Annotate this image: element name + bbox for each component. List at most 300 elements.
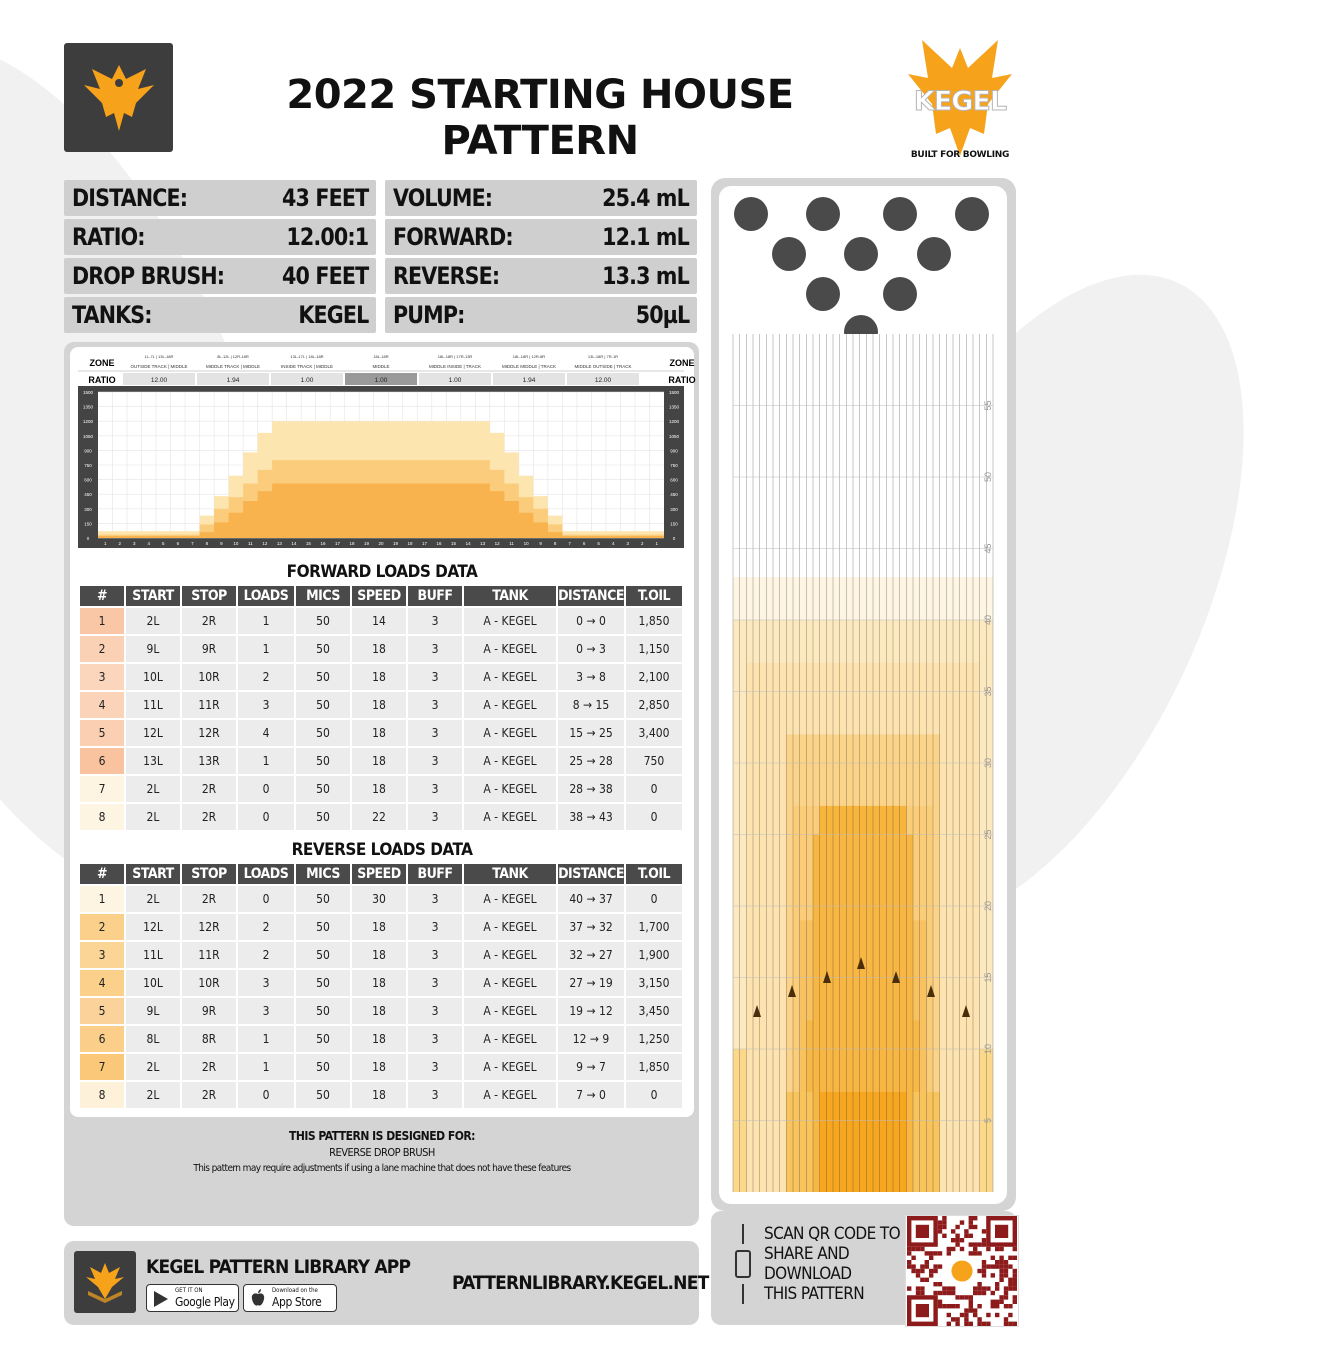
qr-module — [991, 1304, 995, 1308]
qr-module — [920, 1278, 924, 1282]
app-store-small: Download on the — [272, 1287, 318, 1294]
table-cell: A - KEGEL — [464, 1082, 556, 1108]
forward-loads-table — [78, 584, 684, 832]
table-cell: 50 — [296, 914, 350, 940]
qr-center-logo — [951, 1260, 972, 1281]
column-header: DISTANCE — [558, 866, 624, 882]
table-cell: 2L — [126, 1054, 180, 1080]
table-cell: 1 — [238, 748, 294, 774]
row-number: 3 — [80, 942, 124, 968]
qr-module — [929, 1256, 933, 1260]
qr-module — [977, 1304, 981, 1308]
table-cell: 3 — [408, 636, 462, 662]
distance-label: 40 — [983, 614, 993, 626]
table-row — [80, 1054, 682, 1080]
table-cell: 3,450 — [626, 998, 682, 1024]
qr-module — [929, 1269, 933, 1273]
distance-label: 55 — [983, 400, 993, 411]
qr-module — [933, 1269, 937, 1273]
table-cell: 1 — [238, 1054, 294, 1080]
table-cell: 18 — [352, 914, 406, 940]
row-number: 2 — [80, 636, 124, 662]
table-cell: 0 — [238, 804, 294, 830]
table-cell: 12L — [126, 720, 180, 746]
qr-module — [920, 1291, 924, 1295]
x-tick-label: 19 — [363, 541, 369, 546]
table-row — [80, 636, 682, 662]
table-cell: 0 — [626, 1082, 682, 1108]
qr-module — [991, 1256, 995, 1260]
table-cell: 50 — [296, 998, 350, 1024]
qr-finder — [995, 1225, 1008, 1238]
reverse-header-row — [80, 864, 682, 884]
qr-module — [969, 1322, 973, 1326]
table-cell: 37 → 32 — [558, 914, 624, 940]
x-tick-label: 18 — [349, 541, 355, 546]
table-row — [80, 608, 682, 634]
table-cell: 28 → 38 — [558, 776, 624, 802]
table-cell: 14 — [352, 608, 406, 634]
table-cell: 3 — [408, 1026, 462, 1052]
table-cell: A - KEGEL — [464, 664, 556, 690]
row-number: 1 — [80, 886, 124, 912]
table-cell: 11L — [126, 692, 180, 718]
qr-module — [933, 1251, 937, 1255]
row-number: 5 — [80, 720, 124, 746]
apple-icon — [251, 1289, 265, 1307]
table-cell: 50 — [296, 748, 350, 774]
oil-graph — [78, 352, 696, 548]
zone-name: 8L-12L | 12R-18R — [217, 354, 249, 359]
x-tick-label: 9 — [220, 541, 223, 546]
qr-module — [982, 1269, 986, 1273]
table-cell: 0 — [238, 886, 294, 912]
qr-module — [951, 1286, 955, 1290]
y-tick-label: 0 — [86, 536, 90, 541]
table-cell: 19 → 12 — [558, 998, 624, 1024]
table-cell: 8L — [126, 1026, 180, 1052]
qr-module — [969, 1234, 973, 1238]
qr-module — [929, 1251, 933, 1255]
table-cell: 0 — [238, 776, 294, 802]
column-header: SPEED — [352, 586, 406, 606]
qr-module — [920, 1269, 924, 1273]
table-cell: 50 — [296, 970, 350, 996]
qr-module — [999, 1264, 1003, 1268]
y-tick-label: 150 — [84, 521, 92, 527]
qr-module — [942, 1216, 946, 1220]
qr-module — [1013, 1322, 1017, 1326]
table-cell: 9R — [182, 998, 236, 1024]
table-cell: 18 — [352, 1026, 406, 1052]
table-cell: 1 — [238, 636, 294, 662]
table-cell: 50 — [296, 1026, 350, 1052]
qr-module — [938, 1220, 942, 1224]
qr-code-graphic — [906, 1216, 1018, 1326]
qr-module — [999, 1247, 1003, 1251]
table-cell: A - KEGEL — [464, 720, 556, 746]
qr-module — [991, 1264, 995, 1268]
qr-module — [911, 1269, 915, 1273]
table-cell: A - KEGEL — [464, 914, 556, 940]
table-row — [80, 942, 682, 968]
qr-module — [973, 1242, 977, 1246]
qr-module — [1004, 1273, 1008, 1277]
column-header: TANK — [464, 864, 556, 884]
table-cell: 50 — [296, 942, 350, 968]
qr-line: DOWNLOAD — [764, 1264, 852, 1284]
play-icon — [153, 1290, 169, 1308]
qr-module — [982, 1238, 986, 1242]
table-cell: 3 — [408, 942, 462, 968]
table-cell: A - KEGEL — [464, 998, 556, 1024]
x-tick-label: 16 — [320, 541, 326, 546]
google-play-small: GET IT ON — [175, 1287, 203, 1294]
app-logo-tile — [64, 43, 173, 152]
table-cell: 2 — [238, 664, 294, 690]
qr-module — [1013, 1286, 1017, 1290]
table-cell: 0 → 0 — [558, 608, 624, 634]
qr-module — [969, 1216, 973, 1220]
qr-code[interactable] — [905, 1215, 1019, 1327]
column-header: TANK — [464, 586, 556, 606]
table-cell: 3 — [408, 804, 462, 830]
row-number: 4 — [80, 692, 124, 718]
table-cell: 9 → 7 — [558, 1054, 624, 1080]
table-cell: 18 — [352, 776, 406, 802]
table-cell: 3 — [408, 664, 462, 690]
zone-label: ZONE — [669, 358, 695, 368]
table-cell: 50 — [296, 720, 350, 746]
table-cell: 0 — [626, 776, 682, 802]
qr-module — [999, 1278, 1003, 1282]
qr-module — [1013, 1256, 1017, 1260]
y-tick-label: 750 — [84, 463, 92, 468]
qr-module — [977, 1242, 981, 1246]
table-cell: A - KEGEL — [464, 804, 556, 830]
row-number: 6 — [80, 1026, 124, 1052]
table-cell: 11L — [126, 942, 180, 968]
table-cell: 1,700 — [626, 914, 682, 940]
pin-icon — [806, 197, 840, 231]
x-tick-label: 19 — [393, 541, 399, 546]
stacked-phoenix-icon — [82, 1259, 128, 1305]
zone-desc: INSIDE TRACK | MIDDLE — [280, 364, 334, 369]
qr-module — [964, 1234, 968, 1238]
qr-module — [951, 1247, 955, 1251]
distance-label: 5 — [983, 1117, 993, 1124]
qr-instructions — [764, 1224, 900, 1304]
qr-module — [938, 1264, 942, 1268]
qr-module — [969, 1251, 973, 1255]
y-tick-label: 450 — [670, 492, 678, 498]
table-cell: 13R — [182, 748, 236, 774]
table-cell: 3,150 — [626, 970, 682, 996]
table-cell: 13L — [126, 748, 180, 774]
row-number: 4 — [80, 970, 124, 996]
qr-module — [960, 1295, 964, 1299]
table-row — [80, 776, 682, 802]
pattern-library-url[interactable]: PATTERNLIBRARY.KEGEL.NET — [452, 1272, 709, 1294]
qr-finder — [916, 1304, 929, 1317]
table-cell: 2,850 — [626, 692, 682, 718]
qr-module — [969, 1304, 973, 1308]
qr-module — [951, 1238, 955, 1242]
qr-module — [951, 1291, 955, 1295]
zone-desc: MIDDLE MIDDLE | TRACK — [501, 364, 557, 369]
qr-finder — [916, 1225, 929, 1238]
table-cell: 8R — [182, 1026, 236, 1052]
kegel-tagline: BUILT FOR BOWLING — [910, 150, 1010, 160]
stat-forward: FORWARD: 12.1 mL — [385, 219, 697, 255]
qr-module — [999, 1273, 1003, 1277]
table-row — [80, 720, 682, 746]
qr-module — [982, 1264, 986, 1268]
table-cell: 10R — [182, 970, 236, 996]
table-cell: 3 — [408, 720, 462, 746]
row-number: 8 — [80, 804, 124, 830]
table-cell: 3 — [238, 998, 294, 1024]
column-header: # — [80, 586, 124, 606]
row-number: 3 — [80, 664, 124, 690]
x-tick-label: 10 — [233, 541, 239, 546]
qr-module — [999, 1295, 1003, 1299]
table-row — [80, 748, 682, 774]
column-header: # — [80, 864, 124, 884]
table-cell: 38 → 43 — [558, 804, 624, 830]
column-header: T.OIL — [626, 586, 682, 606]
zone-desc: MIDDLE — [372, 364, 390, 369]
y-tick-label: 900 — [670, 448, 678, 454]
app-title: KEGEL PATTERN LIBRARY APP — [146, 1256, 411, 1278]
table-cell: 8 → 15 — [558, 692, 624, 718]
qr-module — [947, 1291, 951, 1295]
qr-module — [991, 1273, 995, 1277]
app-store-badge[interactable] — [243, 1284, 337, 1312]
qr-module — [907, 1264, 911, 1268]
table-cell: A - KEGEL — [464, 886, 556, 912]
qr-module — [960, 1313, 964, 1317]
qr-module — [938, 1282, 942, 1286]
qr-module — [933, 1291, 937, 1295]
qr-module — [925, 1251, 929, 1255]
row-number: 2 — [80, 914, 124, 940]
phone-scan-icon — [733, 1224, 753, 1304]
google-play-badge[interactable] — [146, 1284, 239, 1312]
qr-module — [955, 1304, 959, 1308]
distance-label: 20 — [983, 900, 993, 912]
table-row — [80, 998, 682, 1024]
x-tick-label: 17 — [422, 541, 428, 546]
qr-module — [938, 1304, 942, 1308]
qr-module — [925, 1260, 929, 1264]
zone-desc: MIDDLE OUTSIDE | TRACK — [574, 364, 632, 369]
qr-module — [907, 1251, 911, 1255]
table-row — [80, 692, 682, 718]
table-cell: 10L — [126, 970, 180, 996]
app-icon-tile[interactable] — [74, 1251, 136, 1313]
qr-module — [925, 1264, 929, 1268]
stat-volume: VOLUME: 25.4 mL — [385, 180, 697, 216]
x-tick-label: 11 — [509, 541, 514, 546]
x-tick-label: 14 — [465, 541, 471, 546]
qr-module — [982, 1286, 986, 1290]
qr-module — [995, 1313, 999, 1317]
zone-name: 1L-7L | 13L-18R — [144, 354, 174, 359]
designed-for-feature: REVERSE DROP BRUSH — [329, 1146, 435, 1159]
pin-icon — [806, 277, 840, 311]
x-tick-label: 4 — [147, 541, 151, 546]
pin-icon — [917, 237, 951, 271]
qr-module — [1008, 1313, 1012, 1317]
row-number: 8 — [80, 1082, 124, 1108]
column-header: STOP — [182, 864, 236, 884]
qr-module — [942, 1291, 946, 1295]
qr-module — [938, 1300, 942, 1304]
qr-module — [1004, 1322, 1008, 1326]
table-cell: 2L — [126, 608, 180, 634]
qr-module — [1013, 1300, 1017, 1304]
table-cell: A - KEGEL — [464, 970, 556, 996]
qr-module — [938, 1251, 942, 1255]
table-cell: 0 → 3 — [558, 636, 624, 662]
column-header: MICS — [296, 864, 350, 884]
table-cell: A - KEGEL — [464, 1026, 556, 1052]
qr-module — [1008, 1256, 1012, 1260]
zone-name: 18L-18R | 17R-13R — [437, 354, 473, 359]
table-cell: 27 → 19 — [558, 970, 624, 996]
qr-module — [1008, 1278, 1012, 1282]
table-cell: 50 — [296, 886, 350, 912]
x-tick-label: 18 — [407, 541, 413, 546]
qr-module — [977, 1269, 981, 1273]
qr-module — [938, 1229, 942, 1233]
qr-module — [942, 1286, 946, 1290]
zone-desc: MIDDLE INSIDE | TRACK — [428, 364, 482, 369]
ratio-label: RATIO — [88, 375, 116, 385]
table-cell: 3 — [408, 914, 462, 940]
table-cell: 2,100 — [626, 664, 682, 690]
table-cell: 1 — [238, 608, 294, 634]
qr-module — [916, 1286, 920, 1290]
y-tick-label: 1200 — [668, 419, 680, 425]
qr-module — [991, 1291, 995, 1295]
qr-module — [995, 1247, 999, 1251]
qr-module — [911, 1256, 915, 1260]
pin-icon — [734, 197, 768, 231]
table-cell: 1,850 — [626, 608, 682, 634]
zone-ratio: 12.00 — [150, 377, 168, 384]
qr-module — [969, 1295, 973, 1299]
table-cell: 12R — [182, 720, 236, 746]
x-tick-label: 1 — [655, 541, 659, 546]
y-tick-label: 1350 — [668, 404, 680, 410]
qr-module — [973, 1247, 977, 1251]
kegel-wordmark: KEGEL — [913, 86, 1007, 117]
qr-module — [960, 1238, 964, 1242]
table-cell: 1 — [238, 1026, 294, 1052]
table-row — [80, 1026, 682, 1052]
table-cell: 0 — [626, 886, 682, 912]
table-cell: 18 — [352, 692, 406, 718]
qr-module — [1004, 1304, 1008, 1308]
table-row — [80, 804, 682, 830]
ratio-label: RATIO — [668, 375, 696, 385]
qr-module — [951, 1304, 955, 1308]
column-header: START — [126, 586, 180, 606]
table-cell: A - KEGEL — [464, 692, 556, 718]
qr-module — [911, 1247, 915, 1251]
zone-name: 18L-18R | 12R-8R — [512, 354, 546, 359]
qr-module — [942, 1220, 946, 1224]
column-header: DISTANCE — [558, 588, 624, 604]
table-cell: 2R — [182, 608, 236, 634]
distance-label: 35 — [983, 686, 993, 697]
table-cell: 0 — [238, 1082, 294, 1108]
table-cell: 18 — [352, 748, 406, 774]
qr-module — [973, 1225, 977, 1229]
qr-module — [969, 1300, 973, 1304]
table-row — [80, 914, 682, 940]
table-cell: 22 — [352, 804, 406, 830]
y-tick-label: 900 — [84, 448, 92, 454]
qr-module — [973, 1308, 977, 1312]
designed-for-note: This pattern may require adjustments if using a lane machine that does not have these features — [193, 1163, 571, 1174]
app-store-big: App Store — [272, 1295, 322, 1309]
qr-module — [986, 1313, 990, 1317]
qr-module — [977, 1286, 981, 1290]
row-number: 7 — [80, 1054, 124, 1080]
qr-module — [973, 1251, 977, 1255]
distance-label: 15 — [983, 972, 993, 983]
qr-module — [995, 1304, 999, 1308]
table-cell: 3 → 8 — [558, 664, 624, 690]
qr-module — [955, 1225, 959, 1229]
qr-module — [925, 1278, 929, 1282]
x-tick-label: 8 — [205, 541, 209, 546]
table-cell: 18 — [352, 636, 406, 662]
qr-module — [982, 1260, 986, 1264]
qr-module — [982, 1229, 986, 1233]
zone-desc: OUTSIDE TRACK | MIDDLE — [130, 364, 188, 369]
y-tick-label: 1350 — [82, 404, 94, 410]
x-tick-label: 1 — [103, 541, 107, 546]
y-tick-label: 0 — [672, 536, 676, 541]
table-cell: 2L — [126, 1082, 180, 1108]
qr-module — [969, 1220, 973, 1224]
y-tick-label: 600 — [84, 477, 92, 483]
table-cell: 18 — [352, 998, 406, 1024]
qr-module — [986, 1247, 990, 1251]
zone-name: 13L-18R | 7R-1R — [587, 354, 619, 359]
reverse-loads-title: REVERSE LOADS DATA — [291, 840, 473, 860]
qr-module — [999, 1300, 1003, 1304]
distance-label: 25 — [983, 829, 993, 840]
x-tick-label: 3 — [133, 541, 136, 546]
table-cell: 12 → 9 — [558, 1026, 624, 1052]
qr-module — [951, 1229, 955, 1233]
table-cell: 3 — [408, 776, 462, 802]
pin-icon — [844, 237, 878, 271]
qr-module — [911, 1264, 915, 1268]
qr-module — [977, 1251, 981, 1255]
qr-module — [1004, 1260, 1008, 1264]
zone-ratio: 1.94 — [226, 377, 240, 384]
table-cell: A - KEGEL — [464, 636, 556, 662]
x-tick-label: 14 — [291, 541, 297, 546]
x-tick-label: 16 — [436, 541, 442, 546]
pin-icon — [883, 197, 917, 231]
